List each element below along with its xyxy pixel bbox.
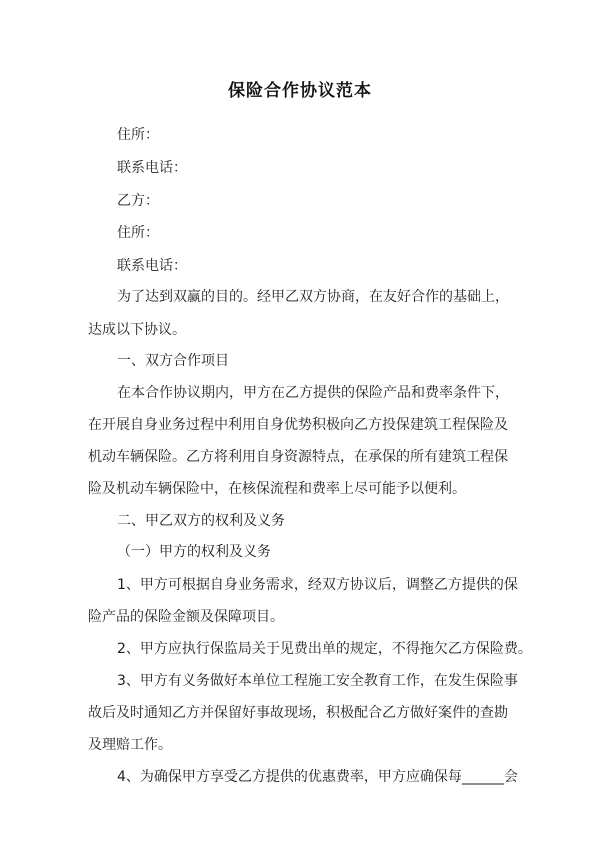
intro-line-1: 为了达到双赢的目的。经甲乙双方协商，在友好合作的基础上，: [117, 289, 509, 305]
party-a-address-label: 住所：: [117, 127, 159, 143]
section-1-heading: 一、双方合作项目: [117, 353, 229, 369]
item-1-line-2: 险产品的保险金额及保障项目。: [88, 609, 284, 625]
item-2-line: 2、甲方应执行保监局关于见费出单的规定，不得拖欠乙方保险费。: [117, 641, 532, 657]
intro-line-2: 达成以下协议。: [88, 322, 186, 338]
item-1-line-1: 1、甲方可根据自身业务需求，经双方协议后，调整乙方提供的保: [117, 577, 518, 593]
party-a-phone-label: 联系电话：: [117, 160, 187, 176]
section-1-line-3: 机动车辆保险。乙方将利用自身资源特点，在承保的所有建筑工程保: [88, 449, 508, 465]
section-1-line-2: 在开展自身业务过程中利用自身优势积极向乙方投保建筑工程保险及: [88, 417, 508, 433]
item-3-line-1: 3、甲方有义务做好本单位工程施工安全教育工作，在发生保险事: [117, 673, 518, 689]
item-4-tail: 会: [503, 769, 518, 785]
document-title: 保险合作协议范本: [228, 81, 372, 101]
item-3-line-3: 及理赔工作。: [88, 737, 172, 753]
party-b-phone-label: 联系电话：: [117, 258, 187, 274]
item-4-text: 4、为确保甲方享受乙方提供的优惠费率，甲方应确保每: [117, 769, 462, 785]
party-b-address-label: 住所：: [117, 225, 159, 241]
item-4-line: [117, 768, 518, 786]
item-4-blank: ______: [461, 769, 504, 785]
section-2-subheading: （一）甲方的权利及义务: [117, 544, 271, 560]
party-b-label: 乙方：: [117, 193, 159, 209]
section-1-line-4: 险及机动车辆保险中，在核保流程和费率上尽可能予以便利。: [88, 481, 466, 497]
item-3-line-2: 故后及时通知乙方并保留好事故现场，积极配合乙方做好案件的查勘: [88, 705, 508, 721]
section-2-heading: 二、甲乙双方的权利及义务: [117, 513, 285, 529]
section-1-line-1: 在本合作协议期内，甲方在乙方提供的保险产品和费率条件下，: [117, 385, 509, 401]
